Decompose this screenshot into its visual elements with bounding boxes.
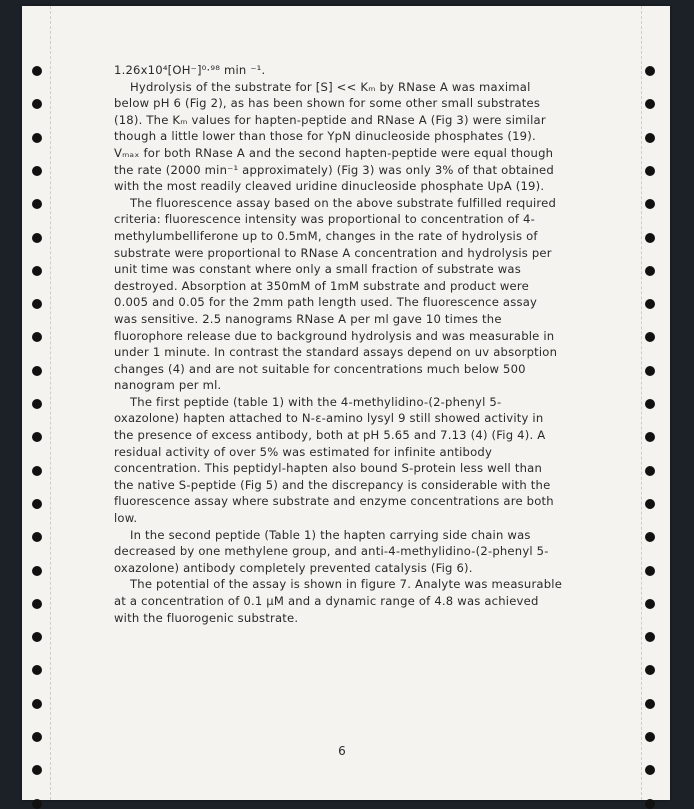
tractor-hole bbox=[32, 432, 42, 442]
equation-line: 1.26x10⁴[OH⁻]⁰·⁹⁸ min ⁻¹. bbox=[114, 63, 266, 77]
left-perforation-line bbox=[50, 6, 51, 800]
tractor-hole bbox=[645, 466, 655, 476]
tractor-hole bbox=[645, 532, 655, 542]
tractor-hole bbox=[32, 532, 42, 542]
tractor-hole bbox=[645, 432, 655, 442]
tractor-hole bbox=[32, 632, 42, 642]
tractor-hole bbox=[645, 299, 655, 309]
tractor-hole bbox=[645, 799, 655, 809]
tractor-hole bbox=[32, 299, 42, 309]
tractor-hole bbox=[645, 765, 655, 775]
paragraph-second-peptide: In the second peptide (Table 1) the hapten carrying side chain was decreased by one methylene group, and anti-4-methylidino-(2-phenyl 5-oxazolone) antibody completely prevented catalysis (Fig 6). bbox=[114, 527, 549, 575]
tractor-hole bbox=[32, 166, 42, 176]
tractor-hole bbox=[32, 732, 42, 742]
tractor-hole bbox=[645, 332, 655, 342]
tractor-hole bbox=[645, 665, 655, 675]
tractor-hole bbox=[645, 399, 655, 409]
tractor-hole bbox=[645, 632, 655, 642]
tractor-hole bbox=[32, 399, 42, 409]
tractor-hole bbox=[32, 266, 42, 276]
paragraph-assay-potential: The potential of the assay is shown in figure 7. Analyte was measurable at a concentration of 0.1 μM and a dynamic range of 4.8 was achieved with the fluorogenic substrate. bbox=[114, 577, 563, 625]
paper-sheet bbox=[22, 6, 670, 800]
tractor-hole bbox=[32, 499, 42, 509]
tractor-hole bbox=[645, 699, 655, 709]
tractor-hole bbox=[32, 332, 42, 342]
tractor-hole bbox=[32, 566, 42, 576]
tractor-hole bbox=[32, 699, 42, 709]
tractor-hole bbox=[645, 266, 655, 276]
tractor-hole bbox=[32, 665, 42, 675]
document-body bbox=[114, 62, 564, 626]
tractor-hole bbox=[645, 499, 655, 509]
page-number: 6 bbox=[338, 744, 346, 758]
tractor-hole bbox=[645, 66, 655, 76]
tractor-hole bbox=[645, 199, 655, 209]
tractor-hole bbox=[645, 166, 655, 176]
tractor-hole bbox=[32, 799, 42, 809]
tractor-hole bbox=[32, 466, 42, 476]
tractor-hole bbox=[32, 233, 42, 243]
tractor-hole bbox=[32, 599, 42, 609]
tractor-hole bbox=[32, 99, 42, 109]
tractor-hole bbox=[32, 765, 42, 775]
paragraph-first-peptide: The first peptide (table 1) with the 4-methylidino-(2-phenyl 5-oxazolone) hapten attached to N-ε-amino lysyl 9 still showed activity in the presence of excess antibody, both at pH 5.65 and 7.13 (4) (Fig 4). A residual activity of over 5% was estimated for infinite antibody concentration. This peptidyl-hapten also bound S-protein less well than the native S-peptide (Fig 5) and the discrepancy is considerable with the fluorescence assay where substrate and enzyme concentrations are both low. bbox=[114, 394, 554, 526]
tractor-hole bbox=[32, 66, 42, 76]
tractor-hole bbox=[32, 366, 42, 376]
tractor-hole bbox=[645, 133, 655, 143]
paragraph-fluorescence-assay: The fluorescence assay based on the above substrate fulfilled required criteria: fluorescence intensity was proportional to concentration of 4-methylumbelliferone up to 0.5mM, changes in the rate of hydrolysis of substrate were proportional to RNase A concentration and hydrolysis per unit time was constant where only a small fraction of substrate was destroyed. Absorption at 350mM of 1mM substrate and product were 0.005 and 0.05 for the 2mm path length used. The fluorescence assay was sensitive. 2.5 nanograms RNase A per ml gave 10 times the fluorophore release due to background hydrolysis and was measurable in under 1 minute. In contrast the standard assays depend on uv absorption changes (4) and are not suitable for concentrations much below 500 nanogram per ml. bbox=[114, 195, 558, 393]
paragraph-hydrolysis: Hydrolysis of the substrate for [S] << Kₘ by RNase A was maximal below pH 6 (Fig 2), as has been shown for some other small substrates (18). The Kₘ values for hapten-peptide and RNase A (Fig 3) were similar though a little lower than those for YpN dinucleoside phosphates (19). Vₘₐₓ for both RNase A and the second hapten-peptide were equal though the rate (2000 min⁻¹ approximately) (Fig 3) was only 3% of that obtained with the most readily cleaved uridine dinucleoside phosphate UpA (19). bbox=[114, 79, 554, 194]
tractor-hole bbox=[32, 133, 42, 143]
tractor-hole bbox=[645, 99, 655, 109]
tractor-hole bbox=[645, 233, 655, 243]
tractor-hole bbox=[645, 366, 655, 376]
tractor-hole bbox=[32, 199, 42, 209]
tractor-hole bbox=[645, 599, 655, 609]
right-perforation-line bbox=[641, 6, 642, 800]
tractor-hole bbox=[645, 732, 655, 742]
tractor-hole bbox=[645, 566, 655, 576]
